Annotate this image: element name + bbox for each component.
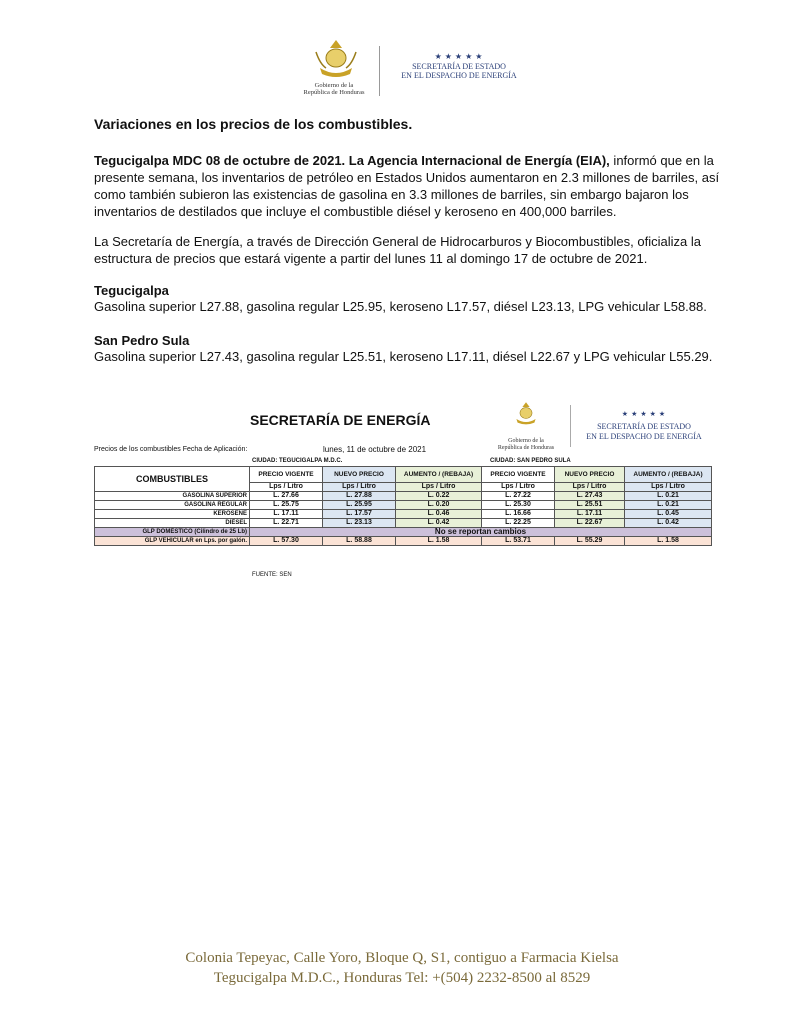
cell: L. 0.20 [396,501,482,510]
cell: L. 27.66 [250,492,323,501]
paragraph-1-text: informó que en la presente semana, los inventarios de petróleo en Estados Unidos aumentaron en 2.3 millones de barriles, así como también subieron las existencias de gasolina en 3.3 millones de barriles, sin embargo bajaron los inventarios de destilados que incluye el combustible diésel y keroseno en 400,000 barriles. [94,153,720,219]
row-label: DIÉSEL [95,519,250,528]
row-label: GASOLINA SUPERIOR [95,492,250,501]
city-1-label: CIUDAD: TEGUCIGALPA M.D.C. [252,458,343,464]
coat-of-arms-icon [306,38,366,78]
cell: L. 22.67 [555,519,625,528]
coat-of-arms-icon [508,396,544,430]
table-seal-caption [484,438,568,452]
cell: L. 0.42 [396,519,482,528]
application-date: lunes, 11 de octubre de 2021 [323,445,427,454]
cell: L. 0.22 [396,492,482,501]
row-label: GLP DOMÉSTICO (Cilindro de 25 Lb) [95,528,250,537]
col-header-nuevo-precio-tgu: NUEVO PRECIO [323,467,396,483]
cell: L. 17.11 [250,510,323,519]
cell: L. 25.30 [482,501,555,510]
unit-cell: Lps / Litro [482,483,555,492]
city-sps-heading: San Pedro Sula [94,333,190,348]
row-label: GASOLINA REGULAR [95,501,250,510]
cell: L. 27.43 [555,492,625,501]
paragraph-1 [94,152,734,220]
cell: L. 27.22 [482,492,555,501]
application-label: Precios de los combustibles Fecha de Aplicación: [94,446,248,453]
no-changes-note: No se reportan cambios [250,528,712,537]
col-header-aumento-sps: AUMENTO / (REBAJA) [625,467,712,483]
header-divider [379,46,380,96]
cell: L. 58.88 [323,537,396,546]
city-tegucigalpa-prices: Gasolina superior L27.88, gasolina regular L25.95, keroseno L17.57, diésel L23.13, LPG vehicular L58.88. [94,299,707,314]
secretaria-line-2: EN EL DESPACHO DE ENERGÍA [401,71,517,80]
col-header-precio-vigente-tgu: PRECIO VIGENTE [250,467,323,483]
table-header-divider [570,405,571,447]
cell: L. 0.42 [625,519,712,528]
table-header-row [95,467,712,483]
cell: L. 57.30 [250,537,323,546]
table-title: SECRETARÍA DE ENERGÍA [250,412,431,428]
cell: L. 22.25 [482,519,555,528]
table-secretaria-line-2: EN EL DESPACHO DE ENERGÍA [586,432,702,441]
table-seal-caption-line-1: Gobierno de la [508,438,544,444]
city-tegucigalpa-heading: Tegucigalpa [94,283,169,298]
stars-icon: ★★★★★ [434,52,486,61]
cell: L. 0.46 [396,510,482,519]
glp-vehicular-row [95,537,712,546]
cell: L. 23.13 [323,519,396,528]
secretaria-name [384,62,534,80]
col-header-combustibles: COMBUSTIBLES [95,467,250,492]
unit-cell: Lps / Litro [396,483,482,492]
cell: L. 1.58 [396,537,482,546]
cell: L. 1.58 [625,537,712,546]
table-secretaria-line-1: SECRETARÍA DE ESTADO [597,422,691,431]
cell: L. 0.21 [625,492,712,501]
table-row [95,501,712,510]
paragraph-2: La Secretaría de Energía, a través de Dirección General de Hidrocarburos y Biocombustibles, oficializa la estructura de precios que estará vigente a partir del lunes 11 al domingo 17 de octubre de 2021. [94,234,701,266]
glp-domestico-row [95,528,712,537]
article-title: Variaciones en los precios de los combustibles. [94,116,413,132]
col-header-precio-vigente-sps: PRECIO VIGENTE [482,467,555,483]
row-label: KEROSENE [95,510,250,519]
table-seal-caption-line-2: República de Honduras [497,445,555,451]
city-sps-prices: Gasolina superior L27.43, gasolina regular L25.51, keroseno L17.11, diésel L22.67 y LPG vehicular L55.29. [94,349,713,364]
cell: L. 17.57 [323,510,396,519]
cell: L. 17.11 [555,510,625,519]
paragraph-1-lead: Tegucigalpa MDC 08 de octubre de 2021. La Agencia Internacional de Energía (EIA), [94,153,610,168]
seal-caption-line-2: República de Honduras [303,89,365,96]
table-row [95,519,712,528]
table-row [95,492,712,501]
stars-icon: ★★★★★ [621,411,669,418]
cell: L. 25.51 [555,501,625,510]
cell: L. 0.45 [625,510,712,519]
col-header-aumento-tgu: AUMENTO / (REBAJA) [396,467,482,483]
secretaria-line-1: SECRETARÍA DE ESTADO [412,62,506,71]
row-label: GLP VEHICULAR en Lps. por galón. [95,537,250,546]
table-secretaria-name [574,422,714,442]
cell: L. 55.29 [555,537,625,546]
col-header-nuevo-precio-sps: NUEVO PRECIO [555,467,625,483]
unit-cell: Lps / Litro [555,483,625,492]
table-source: FUENTE: SEN [252,572,292,578]
cell: L. 53.71 [482,537,555,546]
cell: L. 25.95 [323,501,396,510]
unit-cell: Lps / Litro [323,483,396,492]
cell: L. 16.66 [482,510,555,519]
seal-caption [284,82,384,96]
city-2-label: CIUDAD: SAN PEDRO SULA [490,458,571,464]
unit-cell: Lps / Litro [250,483,323,492]
unit-cell: Lps / Litro [625,483,712,492]
cell: L. 27.88 [323,492,396,501]
footer-phone: Tegucigalpa M.D.C., Honduras Tel: +(504) 2232-8500 al 8529 [213,970,591,986]
cell: L. 25.75 [250,501,323,510]
fuel-price-table [94,466,712,546]
seal-caption-line-1: Gobierno de la [314,82,354,89]
cell: L. 22.71 [250,519,323,528]
cell: L. 0.21 [625,501,712,510]
footer-address: Colonia Tepeyac, Calle Yoro, Bloque Q, S1, contiguo a Farmacia Kielsa [185,950,619,966]
table-row [95,510,712,519]
